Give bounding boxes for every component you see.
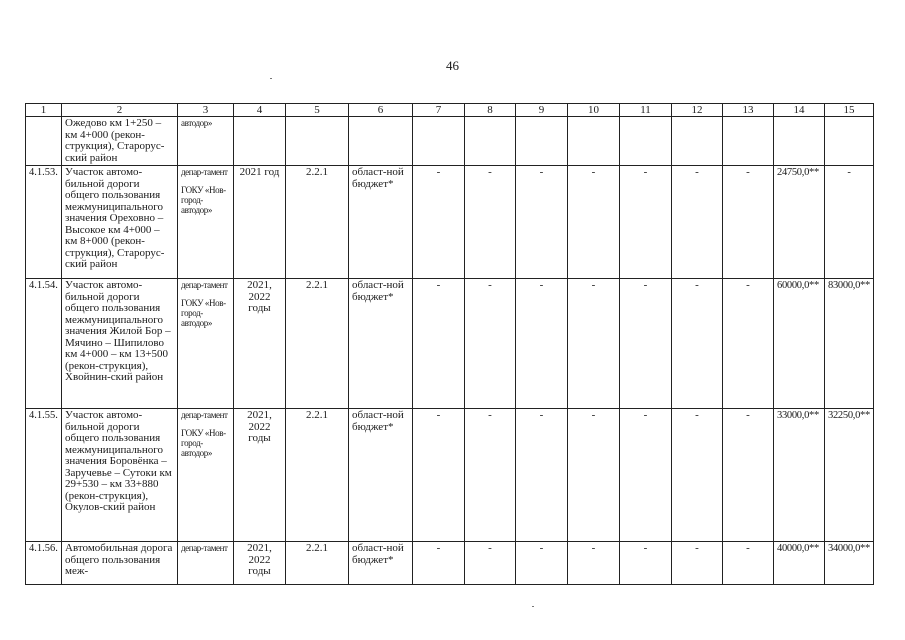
- header-cell: 8: [465, 104, 516, 117]
- header-row: [26, 104, 874, 117]
- year-amount-cell: [465, 117, 516, 166]
- year-amount-cell: -: [568, 166, 620, 279]
- header-cell: 11: [620, 104, 672, 117]
- year-amount-cell: -: [516, 542, 568, 585]
- task-number-cell: 2.2.1: [286, 409, 349, 542]
- year-amount-cell: -: [568, 279, 620, 409]
- object-name-cell: Участок автомо-бильной дороги общего пользования межмуниципального значения Ореховно – Высокое км 4+000 – км 8+000 (рекон-струкция), Старорус-ский район: [62, 166, 178, 279]
- year-amount-cell: [620, 117, 672, 166]
- task-number-cell: 2.2.1: [286, 542, 349, 585]
- executor-gap: [181, 177, 230, 185]
- task-number-cell: [286, 117, 349, 166]
- year-amount-cell: -: [568, 542, 620, 585]
- amount-col14-cell: 40000,0**: [774, 542, 825, 585]
- year-amount-cell: -: [620, 409, 672, 542]
- header-cell: 15: [825, 104, 874, 117]
- year-amount-cell: -: [723, 409, 774, 542]
- amount-col15-cell: 83000,0**: [825, 279, 874, 409]
- table-row: [26, 166, 874, 279]
- years-cell: 2021 год: [234, 166, 286, 279]
- amount-col14-cell: [774, 117, 825, 166]
- executor-cell: [178, 409, 234, 542]
- year-amount-cell: -: [413, 166, 465, 279]
- header-cell: 4: [234, 104, 286, 117]
- year-amount-cell: -: [568, 409, 620, 542]
- year-amount-cell: [516, 117, 568, 166]
- year-amount-cell: -: [465, 166, 516, 279]
- year-amount-cell: [568, 117, 620, 166]
- amount-col14-cell: 60000,0**: [774, 279, 825, 409]
- year-amount-cell: -: [413, 409, 465, 542]
- year-amount-cell: -: [516, 166, 568, 279]
- header-cell: 5: [286, 104, 349, 117]
- amount-col15-cell: 34000,0**: [825, 542, 874, 585]
- funding-source-cell: област-ной бюджет*: [349, 409, 413, 542]
- year-amount-cell: -: [723, 542, 774, 585]
- year-amount-cell: -: [465, 542, 516, 585]
- funding-source-cell: област-ной бюджет*: [349, 279, 413, 409]
- page-number: 46: [446, 58, 459, 73]
- object-name-cell: Участок автомо-бильной дороги общего пользования межмуниципального значения Жилой Бор – Мячино – Шипилово км 4+000 – км 13+500 (рекон-струкция), Хвойнин-ский район: [62, 279, 178, 409]
- executor-cell: [178, 166, 234, 279]
- object-name-cell: Ожедово км 1+250 – км 4+000 (рекон-струкция), Старорус-ский район: [62, 117, 178, 166]
- executor-line: депар-тамент: [181, 280, 228, 290]
- amount-col15-cell: -: [825, 166, 874, 279]
- executor-line: ГОКУ «Нов-город-автодор»: [181, 298, 226, 328]
- year-amount-cell: -: [620, 542, 672, 585]
- year-amount-cell: -: [723, 166, 774, 279]
- task-number-cell: 2.2.1: [286, 166, 349, 279]
- year-amount-cell: [723, 117, 774, 166]
- executor-line: депар-тамент: [181, 410, 228, 420]
- funding-source-cell: област-ной бюджет*: [349, 542, 413, 585]
- table-row: [26, 117, 874, 166]
- scan-speck: [532, 606, 534, 607]
- table-body: [26, 104, 874, 585]
- program-table: [25, 103, 874, 585]
- header-cell: 3: [178, 104, 234, 117]
- header-cell: 7: [413, 104, 465, 117]
- years-cell: [234, 117, 286, 166]
- executor-line: автодор»: [181, 118, 212, 128]
- header-cell: 12: [672, 104, 723, 117]
- header-cell: 9: [516, 104, 568, 117]
- task-number-cell: 2.2.1: [286, 279, 349, 409]
- year-amount-cell: -: [672, 409, 723, 542]
- year-amount-cell: -: [620, 166, 672, 279]
- executor-line: ГОКУ «Нов-город-автодор»: [181, 428, 226, 458]
- year-amount-cell: -: [413, 279, 465, 409]
- table-row: [26, 542, 874, 585]
- executor-cell: [178, 542, 234, 585]
- executor-gap: [181, 420, 230, 428]
- year-amount-cell: [672, 117, 723, 166]
- amount-col14-cell: 24750,0**: [774, 166, 825, 279]
- year-amount-cell: -: [672, 166, 723, 279]
- row-number-cell: 4.1.55.: [26, 409, 62, 542]
- years-cell: 2021, 2022 годы: [234, 279, 286, 409]
- object-name-cell: Участок автомо-бильной дороги общего пользования межмуниципального значения Боровёнка – Заручевье – Сутоки км 29+530 – км 33+880 (рекон-струкция), Окулов-ский район: [62, 409, 178, 542]
- row-number-cell: 4.1.54.: [26, 279, 62, 409]
- year-amount-cell: -: [723, 279, 774, 409]
- years-cell: 2021, 2022 годы: [234, 542, 286, 585]
- row-number-cell: [26, 117, 62, 166]
- executor-gap: [181, 290, 230, 298]
- executor-cell: [178, 279, 234, 409]
- table-row: [26, 279, 874, 409]
- years-cell: 2021, 2022 годы: [234, 409, 286, 542]
- header-cell: 6: [349, 104, 413, 117]
- amount-col14-cell: 33000,0**: [774, 409, 825, 542]
- funding-source-cell: област-ной бюджет*: [349, 166, 413, 279]
- year-amount-cell: -: [465, 409, 516, 542]
- executor-line: депар-тамент: [181, 543, 228, 553]
- year-amount-cell: -: [672, 279, 723, 409]
- year-amount-cell: -: [672, 542, 723, 585]
- executor-cell: [178, 117, 234, 166]
- year-amount-cell: -: [516, 279, 568, 409]
- year-amount-cell: -: [413, 542, 465, 585]
- year-amount-cell: -: [620, 279, 672, 409]
- header-cell: 14: [774, 104, 825, 117]
- executor-line: ГОКУ «Нов-город-автодор»: [181, 185, 226, 215]
- amount-col15-cell: [825, 117, 874, 166]
- funding-source-cell: [349, 117, 413, 166]
- year-amount-cell: -: [516, 409, 568, 542]
- header-cell: 2: [62, 104, 178, 117]
- scan-speck: [270, 78, 272, 79]
- year-amount-cell: [413, 117, 465, 166]
- header-cell: 1: [26, 104, 62, 117]
- header-cell: 10: [568, 104, 620, 117]
- header-cell: 13: [723, 104, 774, 117]
- executor-line: депар-тамент: [181, 167, 228, 177]
- row-number-cell: 4.1.53.: [26, 166, 62, 279]
- row-number-cell: 4.1.56.: [26, 542, 62, 585]
- year-amount-cell: -: [465, 279, 516, 409]
- table-row: [26, 409, 874, 542]
- object-name-cell: Автомобильная дорога общего пользования меж-: [62, 542, 178, 585]
- amount-col15-cell: 32250,0**: [825, 409, 874, 542]
